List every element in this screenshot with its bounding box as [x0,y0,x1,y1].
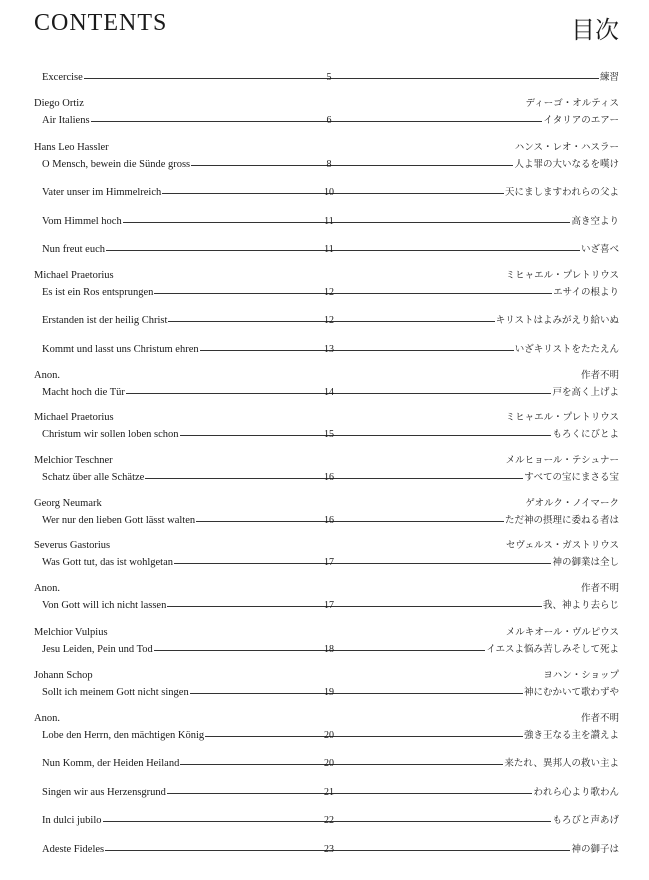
page-number: 11 [324,244,334,255]
page-number: 17 [324,600,334,611]
entry-left [42,556,342,570]
composer-name-japanese: ゲオルク・ノイマーク [525,498,619,509]
composer-name: Anon. [34,713,60,724]
composer-line [34,454,619,468]
entry-right [340,243,619,257]
contents-entry [34,243,619,257]
contents-entry [34,757,619,771]
composer-name: Georg Neumark [34,498,102,509]
piece-title: In dulci jubilo [42,815,102,826]
contents-entry [34,186,619,200]
piece-title-japanese: ただ神の摂理に委ねる者は [504,515,619,526]
leader-line [84,78,342,79]
leader-line [340,764,503,765]
leader-line [340,293,552,294]
leader-line [340,250,580,251]
composer-name: Johann Schop [34,670,93,681]
contents-entry [34,71,619,85]
entry-right [340,686,619,700]
leader-line [340,521,504,522]
composer-line [34,497,619,511]
page-number: 23 [324,844,334,855]
contents-entry [34,514,619,528]
composer-name: Severus Gastorius [34,540,111,551]
piece-title-japanese: もろくにびとよ [552,429,619,440]
piece-title-japanese: キリストはよみがえり給いぬ [495,315,619,326]
page-number: 20 [324,730,334,741]
entry-left [42,686,342,700]
composer-line [34,269,619,283]
leader-line [167,606,342,607]
composer-name-japanese: ヨハン・ショップ [543,670,619,681]
piece-title: Jesu Leiden, Pein und Tod [42,644,153,655]
entry-right [340,643,619,657]
composer-name-japanese: ディーゴ・オルティス [525,98,619,109]
leader-line [106,250,342,251]
piece-title-japanese: 練習 [599,72,619,83]
piece-title: Vater unser im Himmelreich [42,187,162,198]
page-number: 5 [326,72,332,83]
piece-title: Erstanden ist der heilig Christ [42,315,168,326]
leader-line [340,478,523,479]
leader-line [154,650,342,651]
page-number: 16 [324,515,334,526]
entry-right [340,843,619,857]
entry-left [42,471,342,485]
contents-entry [34,729,619,743]
piece-title: Nun Komm, der Heiden Heiland [42,758,180,769]
contents-entry [34,158,619,172]
composer-name-japanese: メルヒョール・テシュナー [505,455,619,466]
leader-line [168,321,342,322]
leader-line [167,793,342,794]
leader-line [340,393,551,394]
leader-line [340,121,542,122]
piece-title: Excercise [42,72,83,83]
contents-entry [34,686,619,700]
contents-entry [34,386,619,400]
entry-left [42,814,342,828]
leader-line [126,393,342,394]
piece-title-japanese: 我、神より去らじ [542,600,619,611]
entry-left [42,843,342,857]
leader-line [340,606,542,607]
page-number: 19 [324,687,334,698]
contents-entry [34,286,619,300]
page-number: 12 [324,315,334,326]
piece-title-japanese: 神の御業は全し [552,557,619,568]
entry-right [340,114,619,128]
contents-entry [34,786,619,800]
entry-left [42,514,342,528]
composer-name-japanese: ミヒャエル・プレトリウス [505,412,619,423]
composer-name: Melchior Vulpius [34,627,108,638]
page-number: 8 [326,159,332,170]
piece-title: Air Italiens [42,115,90,126]
piece-title-japanese: すべての宝にまさる宝 [524,472,619,483]
entry-right [340,729,619,743]
piece-title-japanese: イエスよ悩み苦しみそして死よ [486,644,619,655]
page-number: 22 [324,815,334,826]
composer-name: Michael Praetorius [34,412,114,423]
page-title-japanese: 目次 [571,16,619,44]
leader-line [340,563,551,564]
page-number: 17 [324,557,334,568]
entry-right [340,471,619,485]
composer-name: Anon. [34,370,60,381]
leader-line [340,321,495,322]
entry-right [340,314,619,328]
leader-line [340,78,599,79]
composer-name-japanese: 作者不明 [580,713,619,724]
entry-left [42,757,342,771]
piece-title: Was Gott tut, das ist wohlgetan [42,557,173,568]
page-title: CONTENTS [34,10,168,36]
piece-title-japanese: いざ喜べ [580,244,619,255]
page-number: 16 [324,472,334,483]
piece-title-japanese: 神の御子は [571,844,619,855]
piece-title: O Mensch, bewein die Sünde gross [42,159,191,170]
page-number: 6 [326,115,332,126]
entry-left [42,314,342,328]
entry-left [42,286,342,300]
entry-left [42,158,342,172]
page-number: 12 [324,287,334,298]
piece-title-japanese: 天にましますわれらの父よ [504,187,619,198]
entry-left [42,643,342,657]
entry-right [340,556,619,570]
contents-entry [34,114,619,128]
leader-line [105,850,342,851]
entry-left [42,243,342,257]
contents-entry [34,643,619,657]
entry-right [340,71,619,85]
leader-line [91,121,342,122]
composer-name-japanese: セヴェルス・ガストリウス [505,540,619,551]
composer-name: Hans Leo Hassler [34,142,109,153]
composer-name-japanese: 作者不明 [580,583,619,594]
composer-line [34,712,619,726]
entry-left [42,215,342,229]
leader-line [340,650,485,651]
entry-right [340,428,619,442]
composer-line [34,97,619,111]
composer-line [34,669,619,683]
composer-name: Anon. [34,583,60,594]
leader-line [340,850,570,851]
entry-left [42,114,342,128]
piece-title: Nun freut euch [42,244,105,255]
leader-line [340,793,532,794]
leader-line [340,435,551,436]
contents-entry [34,428,619,442]
piece-title-japanese: 高き空より [571,216,619,227]
composer-name: Michael Praetorius [34,270,114,281]
piece-title-japanese: 戸を高く上げよ [552,387,619,398]
entry-left [42,386,342,400]
composer-name-japanese: ミヒャエル・プレトリウス [505,270,619,281]
piece-title: Wer nur den lieben Gott lässt walten [42,515,196,526]
entry-left [42,729,342,743]
piece-title: Vom Himmel hoch [42,216,122,227]
composer-name-japanese: 作者不明 [580,370,619,381]
composer-line [34,411,619,425]
page-number: 10 [324,187,334,198]
composer-name: Melchior Teschner [34,455,113,466]
entry-right [340,286,619,300]
page-number: 18 [324,644,334,655]
entry-right [340,814,619,828]
piece-title-japanese: もろびと声あげ [552,815,619,826]
contents-entry [34,314,619,328]
contents-entry [34,599,619,613]
entry-right [340,158,619,172]
composer-line [34,141,619,155]
piece-title: Singen wir aus Herzensgrund [42,787,166,798]
leader-line [340,222,570,223]
leader-line [174,563,342,564]
contents-entry [34,843,619,857]
leader-line [340,350,514,351]
entry-right [340,599,619,613]
contents-entry [34,814,619,828]
page-number: 14 [324,387,334,398]
piece-title: Christum wir sollen loben schon [42,429,179,440]
composer-name: Diego Ortiz [34,98,84,109]
entry-left [42,343,342,357]
page-number: 11 [324,216,334,227]
composer-line [34,539,619,553]
leader-line [123,222,342,223]
contents-entry [34,343,619,357]
contents-entry [34,471,619,485]
leader-line [340,693,523,694]
piece-title-japanese: 人よ罪の大いなるを嘆け [514,159,619,170]
piece-title-japanese: 強き王なる主を讃えよ [523,730,619,741]
piece-title-japanese: 来たれ、異邦人の救い主よ [504,758,619,769]
leader-line [340,165,513,166]
leader-line [340,193,504,194]
entry-left [42,186,342,200]
piece-title: Es ist ein Ros entsprungen [42,287,154,298]
piece-title-japanese: われら心より歌わん [533,787,619,798]
piece-title-japanese: 神にむかいて歌わずや [523,687,619,698]
page-number: 20 [324,758,334,769]
page-number: 15 [324,429,334,440]
piece-title: Adeste Fideles [42,844,105,855]
entry-right [340,343,619,357]
composer-line [34,369,619,383]
leader-line [162,193,342,194]
piece-title: Macht hoch die Tür [42,387,125,398]
entry-right [340,186,619,200]
composer-line [34,626,619,640]
piece-title-japanese: いざキリストをたたえん [514,344,619,355]
entry-left [42,599,342,613]
composer-name-japanese: ハンス・レオ・ハスラー [514,142,619,153]
piece-title: Von Gott will ich nicht lassen [42,600,167,611]
entry-left [42,786,342,800]
leader-line [145,478,342,479]
entry-left [42,71,342,85]
page-number: 13 [324,344,334,355]
entry-right [340,386,619,400]
piece-title: Lobe den Herrn, den mächtigen König [42,730,205,741]
piece-title: Schatz über alle Schätze [42,472,145,483]
leader-line [340,736,523,737]
entry-right [340,786,619,800]
leader-line [154,293,342,294]
composer-name-japanese: メルキオール・ヴルピウス [505,627,619,638]
entry-left [42,428,342,442]
entry-right [340,215,619,229]
composer-line [34,582,619,596]
piece-title-japanese: エサイの根より [553,287,619,298]
contents-entry [34,215,619,229]
leader-line [340,821,551,822]
leader-line [103,821,343,822]
entry-right [340,757,619,771]
contents-entry [34,556,619,570]
piece-title: Kommt und lasst uns Christum ehren [42,344,199,355]
entry-right [340,514,619,528]
piece-title: Sollt ich meinem Gott nicht singen [42,687,189,698]
piece-title-japanese: イタリアのエアー [543,115,619,126]
page-number: 21 [324,787,334,798]
